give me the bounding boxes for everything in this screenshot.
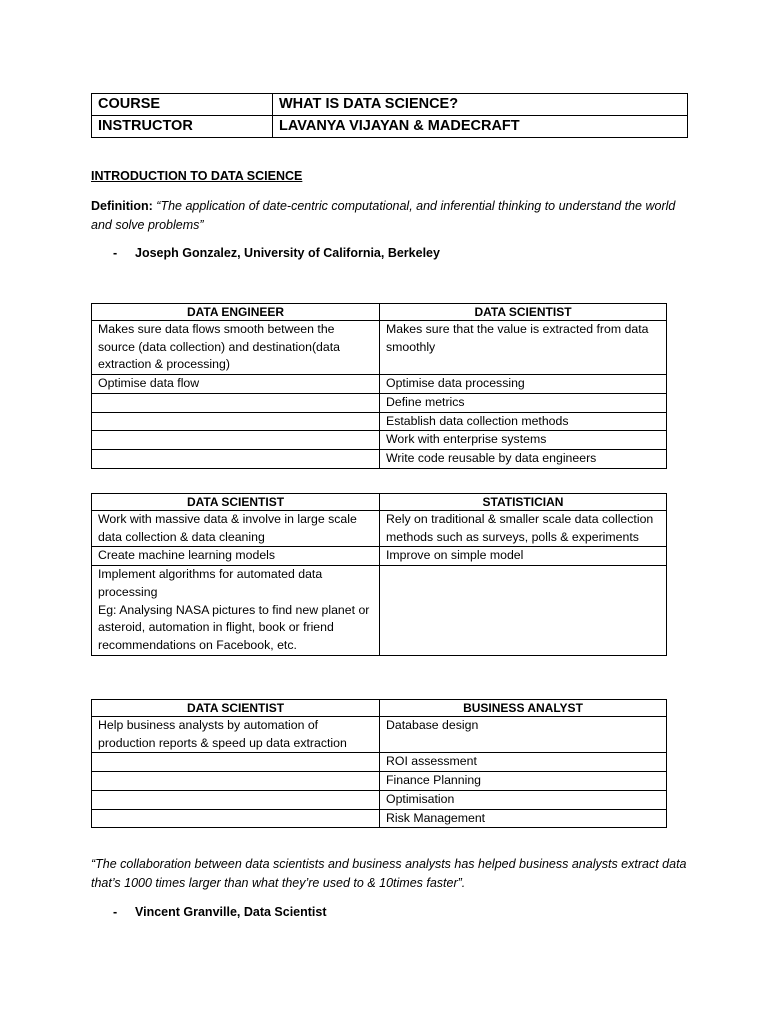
definition-paragraph xyxy=(91,197,691,235)
table-cell xyxy=(92,393,380,412)
table-row xyxy=(92,412,667,431)
table-cell: Makes sure data flows smooth between the source (data collection) and destination(data extraction & processing) xyxy=(92,321,380,375)
table-cell: Help business analysts by automation of production reports & speed up data extraction xyxy=(92,717,380,753)
table-cell: Makes sure that the value is extracted from data smoothly xyxy=(380,321,667,375)
table-cell xyxy=(92,772,380,791)
table-row xyxy=(92,431,667,450)
cell-line: Eg: Analysing NASA pictures to find new planet or asteroid, automation in flight, book or friend recommendations on Facebook, etc. xyxy=(98,602,370,652)
instructor-row xyxy=(92,116,688,138)
table-row xyxy=(92,511,667,547)
table-cell: Finance Planning xyxy=(380,772,667,791)
closing-attribution xyxy=(113,905,327,919)
table-cell: Optimise data flow xyxy=(92,375,380,394)
table-row xyxy=(92,393,667,412)
definition-label: Definition: xyxy=(91,199,153,213)
table-cell xyxy=(92,412,380,431)
course-label: COURSE xyxy=(92,94,273,116)
cell-line: Implement algorithms for automated data processing xyxy=(98,567,323,599)
table-row xyxy=(92,753,667,772)
table-row xyxy=(92,790,667,809)
column-header: DATA ENGINEER xyxy=(92,304,380,321)
table-cell: Risk Management xyxy=(380,809,667,828)
table-header-row xyxy=(92,304,667,321)
table-cell: Database design xyxy=(380,717,667,753)
table-cell: Write code reusable by data engineers xyxy=(380,449,667,468)
table-cell: Rely on traditional & smaller scale data collection methods such as surveys, polls & experiments xyxy=(380,511,667,547)
column-header: DATA SCIENTIST xyxy=(92,494,380,511)
table-row xyxy=(92,717,667,753)
course-value: WHAT IS DATA SCIENCE? xyxy=(273,94,688,116)
attribution-dash: - xyxy=(113,905,118,919)
column-header: DATA SCIENTIST xyxy=(380,304,667,321)
course-row xyxy=(92,94,688,116)
table-row xyxy=(92,547,667,566)
comparison-table-engineer-vs-scientist xyxy=(91,303,667,469)
column-header: BUSINESS ANALYST xyxy=(380,700,667,717)
table-cell xyxy=(380,566,667,656)
table-row xyxy=(92,449,667,468)
attribution-dash: - xyxy=(113,246,118,260)
table-cell: Define metrics xyxy=(380,393,667,412)
column-header: DATA SCIENTIST xyxy=(92,700,380,717)
table-row xyxy=(92,772,667,791)
table-header-row xyxy=(92,494,667,511)
column-header: STATISTICIAN xyxy=(380,494,667,511)
closing-quote: “The collaboration between data scientists and business analysts has helped business analysts extract data that’s 1000 times larger than what they’re used to & 10times faster”. xyxy=(91,857,687,890)
table-row xyxy=(92,375,667,394)
table-cell xyxy=(92,790,380,809)
course-info-table xyxy=(91,93,688,138)
definition-text: “The application of date-centric computational, and inferential thinking to understand the world and solve problems” xyxy=(91,199,676,232)
comparison-table-scientist-vs-statistician xyxy=(91,493,667,656)
attribution-text: Joseph Gonzalez, University of California, Berkeley xyxy=(135,246,440,260)
table-cell: Create machine learning models xyxy=(92,547,380,566)
table-cell: Optimise data processing xyxy=(380,375,667,394)
table-header-row xyxy=(92,700,667,717)
table-cell: ROI assessment xyxy=(380,753,667,772)
section-heading: INTRODUCTION TO DATA SCIENCE xyxy=(91,169,303,183)
definition-attribution xyxy=(113,246,440,260)
table-cell: Work with massive data & involve in large scale data collection & data cleaning xyxy=(92,511,380,547)
table-cell: Optimisation xyxy=(380,790,667,809)
table-cell: Improve on simple model xyxy=(380,547,667,566)
comparison-table-scientist-vs-business-analyst xyxy=(91,699,667,828)
table-cell xyxy=(92,809,380,828)
table-row xyxy=(92,809,667,828)
table-cell xyxy=(92,566,380,656)
table-row xyxy=(92,566,667,656)
table-cell: Work with enterprise systems xyxy=(380,431,667,450)
attribution-text: Vincent Granville, Data Scientist xyxy=(135,905,327,919)
instructor-label: INSTRUCTOR xyxy=(92,116,273,138)
instructor-value: LAVANYA VIJAYAN & MADECRAFT xyxy=(273,116,688,138)
table-cell xyxy=(92,431,380,450)
table-cell xyxy=(92,753,380,772)
table-cell xyxy=(92,449,380,468)
table-cell: Establish data collection methods xyxy=(380,412,667,431)
table-row xyxy=(92,321,667,375)
